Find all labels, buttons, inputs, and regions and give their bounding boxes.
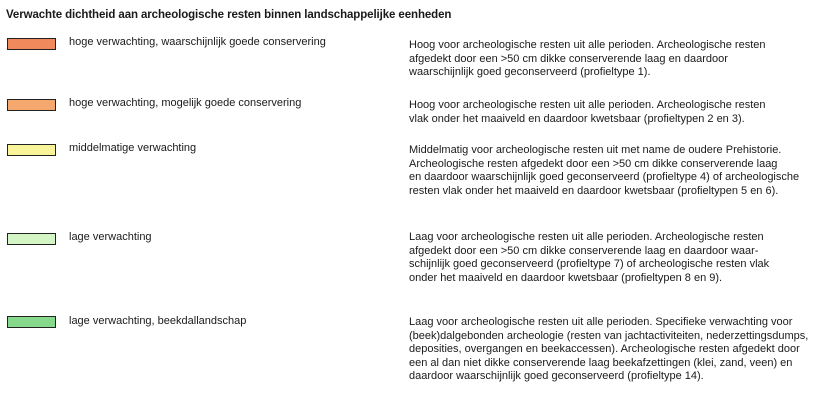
description-line: en daardoor waarschijnlijk goed geconserveerd (profieltype 4) of archeologische — [409, 171, 800, 184]
description-line: Hoog voor archeologische resten uit alle perioden. Archeologische resten — [409, 39, 766, 51]
legend-description — [409, 99, 834, 126]
legend-title: Verwachte dichtheid aan archeologische resten binnen landschappelijke eenheden — [6, 9, 452, 21]
legend-label: middelmatige verwachting — [69, 142, 197, 154]
description-line: resten vlak onder het maaiveld en daardoor kwetsbaar (profieltypen 5 en 6). — [409, 184, 779, 197]
legend-description — [409, 316, 834, 384]
color-swatch-low — [7, 233, 56, 245]
color-swatch-medium — [7, 144, 56, 156]
description-line: waarschijnlijk goed geconserveerd (profieltype 1). — [409, 66, 651, 79]
description-line: (beek)dalgebonden archeologie (resten van jachtactiviteiten, nederzettingsdumps, — [409, 329, 809, 342]
description-line: Hoog voor archeologische resten uit alle perioden. Archeologische resten — [409, 99, 766, 111]
description-line: Middelmatig voor archeologische resten uit met name de oudere Prehistorie. — [409, 144, 782, 156]
legend-description — [409, 231, 834, 285]
description-line: schijnlijk goed geconserveerd (profieltype 7) of archeologische resten vlak — [409, 258, 770, 271]
description-line: Laag voor archeologische resten uit alle perioden. Archeologische resten — [409, 231, 764, 243]
description-line: onder het maaiveld en daardoor kwetsbaar (profieltypen 8 en 9). — [409, 271, 723, 284]
legend-label: hoge verwachting, mogelijk goede conservering — [69, 97, 302, 109]
description-line: een al dan niet dikke conserverende laag beekafzettingen (klei, zand, veen) en — [409, 356, 793, 369]
description-line: Archeologische resten afgedekt door een >50 cm dikke conserverende laag — [409, 157, 778, 170]
legend-label: lage verwachting — [69, 231, 152, 243]
color-swatch-high-possible — [7, 99, 56, 111]
color-swatch-low-brook-valley — [7, 316, 56, 328]
description-line: vlak onder het maaiveld en daardoor kwetsbaar (profieltypen 2 en 3). — [409, 112, 745, 125]
legend-label: lage verwachting, beekdallandschap — [69, 315, 247, 327]
description-line: afgedekt door een >50 cm dikke conserverende laag en daardoor — [409, 52, 728, 65]
description-line: daardoor waarschijnlijk goed geconserveerd (profieltype 14). — [409, 370, 704, 383]
color-swatch-high-good — [7, 38, 56, 50]
legend-description — [409, 39, 834, 80]
description-line: deposities, overgangen en beekaccessen). Archeologische resten afgedekt door — [409, 343, 800, 356]
description-line: afgedekt door een >50 cm dikke conserverende laag en daardoor waar- — [409, 244, 759, 257]
legend-label: hoge verwachting, waarschijnlijk goede conservering — [69, 36, 326, 48]
legend-description — [409, 144, 834, 198]
description-line: Laag voor archeologische resten uit alle perioden. Specifieke verwachting voor — [409, 316, 793, 328]
